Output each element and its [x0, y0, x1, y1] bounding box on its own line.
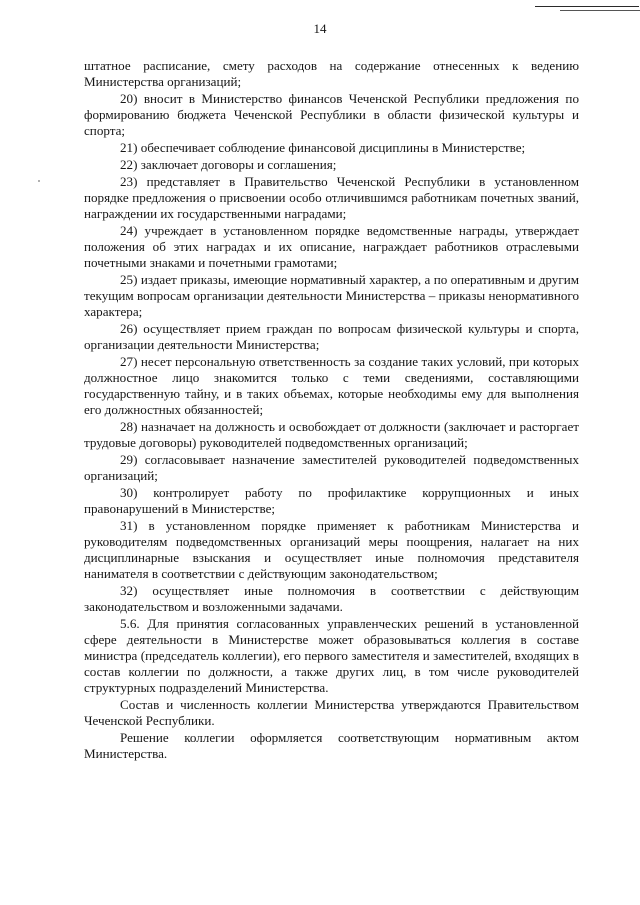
collegium-composition: Состав и численность коллегии Министерства утверждаются Правительством Чеченской Республики.: [84, 697, 579, 728]
list-item-25: 25) издает приказы, имеющие нормативный характер, а по оперативным и другим текущим вопросам организации деятельности Министерства – приказы ненормативного характера;: [84, 272, 579, 319]
list-item-29: 29) согласовывает назначение заместителей руководителей подведомственных организаций;: [84, 452, 579, 483]
list-item-20: 20) вносит в Министерство финансов Чеченской Республики предложения по формированию бюджета Чеченской Республики в области физической культуры и спорта;: [84, 91, 579, 138]
list-item-32: 32) осуществляет иные полномочия в соответствии с действующим законодательством и возложенными задачами.: [84, 583, 579, 614]
list-item-28: 28) назначает на должность и освобождает от должности (заключает и расторгает трудовые договоры) руководителей подведомственных организаций;: [84, 419, 579, 450]
list-item-22: 22) заключает договоры и соглашения;: [120, 157, 337, 172]
list-item-21: 21) обеспечивает соблюдение финансовой дисциплины в Министерстве;: [120, 140, 526, 155]
paragraph-continuation: штатное расписание, смету расходов на содержание отнесенных к ведению Министерства организаций;: [84, 58, 579, 89]
list-item-31: 31) в установленном порядке применяет к работникам Министерства и руководителям подведомственных организаций меры поощрения, налагает на них дисциплинарные взыскания и осуществляет иные полномочия представителя нанимателя в соответствии с действующим законодательством;: [84, 518, 579, 581]
page-number: 14: [313, 21, 327, 36]
list-item-23: 23) представляет в Правительство Чеченской Республики в установленном порядке предложения о присвоении особо отличившимся работникам почетных званий, награждении их государственными наградами;: [84, 174, 579, 221]
scan-corner-mark: [535, 6, 639, 7]
collegium-decision: Решение коллегии оформляется соответствующим нормативным актом Министерства.: [84, 730, 579, 761]
section-5-6: 5.6. Для принятия согласованных управленческих решений в установленной сфере деятельности в Министерстве может образовываться коллегия в составе министра (председатель коллегии), его первого заместителя и заместителей, входящих в состав коллегии по должности, а также других лиц, в том числе руководителей структурных подразделений Министерства.: [84, 616, 579, 695]
scan-margin-dot: [38, 180, 40, 182]
list-item-26: 26) осуществляет прием граждан по вопросам физической культуры и спорта, организации деятельности Министерства;: [84, 321, 579, 352]
document-body: [84, 58, 579, 763]
list-item-30: 30) контролирует работу по профилактике коррупционных и иных правонарушений в Министерстве;: [84, 485, 579, 516]
list-item-24: 24) учреждает в установленном порядке ведомственные награды, утверждает положения об этих наградах и их описание, награждает работников отраслевыми почетными знаками и почетными грамотами;: [84, 223, 579, 270]
scan-corner-mark-secondary: [560, 10, 640, 11]
list-item-27: 27) несет персональную ответственность за создание таких условий, при которых должностное лицо знакомится только с теми сведениями, составляющими государственную тайну, и в таких объемах, которые необходимы ему для выполнения его должностных обязанностей;: [84, 354, 579, 417]
